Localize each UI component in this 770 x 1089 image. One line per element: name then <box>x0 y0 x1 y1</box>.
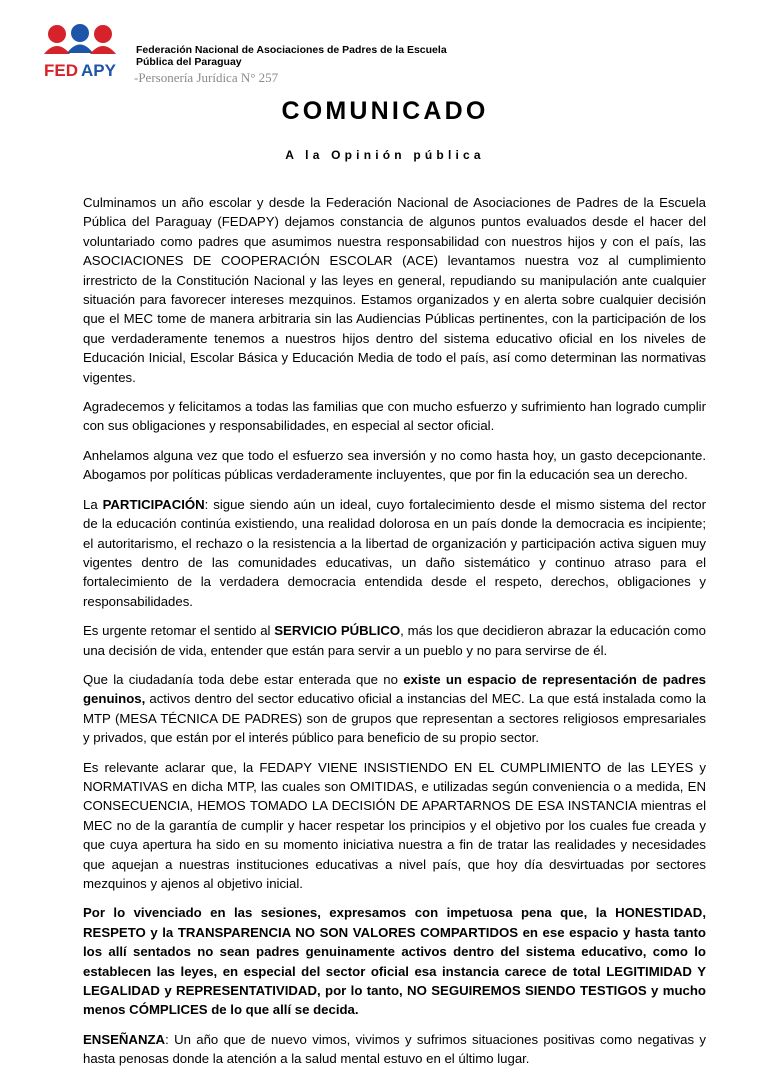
bold-text: ENSEÑANZA <box>83 1031 166 1047</box>
text: Agradecemos y felicitamos a todas las familias que con mucho esfuerzo y sufrimiento han logrado cumplir con sus obligaciones y responsabilidades, en especial al sector oficial. <box>83 399 706 434</box>
text: activos dentro del sector educativo oficial a instancias del MEC. La que está instalada como la MTP (MESA TÉCNICA DE PADRES) son de grupos que representan a sectores religiosos empresariales y privados, que están por el interés público para beneficio de su propio sector. <box>83 691 706 746</box>
paragraph-9 <box>83 1030 706 1069</box>
paragraph-6 <box>83 670 706 748</box>
text: La <box>83 496 103 512</box>
letterhead <box>40 22 447 92</box>
paragraph-2 <box>83 397 706 436</box>
svg-text:FED: FED <box>44 61 78 80</box>
document-title: COMUNICADO <box>281 97 489 125</box>
text: Es urgente retomar el sentido al <box>83 623 275 639</box>
bold-text: SERVICIO PÚBLICO <box>274 623 401 639</box>
svg-text:APY: APY <box>81 61 116 80</box>
org-name-line-2: Pública del Paraguay <box>136 56 242 68</box>
text: Es relevante aclarar que, la FEDAPY VIENE INSISTIENDO EN EL CUMPLIMIENTO de las LEYES y NORMATIVAS en dicha MTP, las cuales son OMITIDAS, e utilizadas según conveniencia o a medida, EN CONSECUENCIA, HEMOS TOMADO LA DECISIÓN DE APARTARNOS DE ESA INSTANCIA mientras el MEC no de la garantía de cumplir y hacer respetar los principios y el objetivo por los cuales fue creada y que cuya apertura ha sido en su momento iniciativa nuestra a fin de tratar las realidades y necesidades que aquejan a nuestras instituciones educativas a nivel país, que hoy día desvirtuadas por sectores mezquinos y ajenos al objetivo inicial. <box>83 759 706 891</box>
paragraph-5 <box>83 621 706 660</box>
paragraph-4 <box>83 495 706 611</box>
paragraph-8 <box>83 903 706 1019</box>
text: Que la ciudadanía toda debe estar enterada que no <box>83 671 404 687</box>
paragraph-1 <box>83 193 706 387</box>
text: , más los que decidieron abrazar la educación como una decisión de vida, entender que están para servir a un pueblo y no para servirse de él. <box>83 623 707 658</box>
org-name-line-1: Federación Nacional de Asociaciones de Padres de la Escuela <box>136 44 447 56</box>
bold-text: existe un espacio de representación de padres genuinos, <box>83 671 707 707</box>
paragraph-3 <box>83 446 706 485</box>
text: : Un año que de nuevo vimos, vivimos y sufrimos situaciones positivas como negativas y hasta penosas donde la atención a la salud mental estuvo en el último lugar. <box>83 1031 706 1067</box>
legal-registration: -Personería Jurídica N° 257 <box>134 70 279 85</box>
text: Anhelamos alguna vez que todo el esfuerzo sea inversión y no como hasta hoy, un gasto decepcionante. Abogamos por políticas públicas verdaderamente incluyentes, que por fin la educación sea un derecho. <box>83 447 706 483</box>
document-subtitle: A la Opinión pública <box>285 148 485 162</box>
fedapy-logo <box>40 22 128 84</box>
document-body <box>83 193 706 1079</box>
bold-text: Por lo vivenciado en las sesiones, expresamos con impetuosa pena que, la HONESTIDAD, RESPETO y la TRANSPARENCIA NO SON VALORES COMPARTIDOS en ese espacio y hasta tanto los allí sentados no sean padres genuinamente activos dentro del sistema educativo, como lo establecen las leyes, en especial del sector oficial esa instancia carece de total LEGITIMIDAD Y LEGALIDAD y REPRESENTATIVIDAD, por lo tanto, NO SEGUIREMOS SIENDO TESTIGOS y mucho menos CÓMPLICES de lo que allí se decida. <box>83 905 706 1018</box>
text: : sigue siendo aún un ideal, cuyo fortalecimiento desde el mismo sistema del rector de la educación continúa existiendo, una realidad dolorosa en un país donde la democracia es incipiente; el autoritarismo, el rechazo o la resistencia a la libertad de organización y participación activa siguen muy vigentes dentro de las comunidades educativas, un daño sistemático y continuo atraso para el fortalecimiento de la verdadera democracia entendida desde el respeto, derechos, obligaciones y responsabilidades. <box>83 496 706 609</box>
paragraph-7 <box>83 758 706 894</box>
text: Culminamos un año escolar y desde la Federación Nacional de Asociaciones de Padres de la Escuela Pública del Paraguay (FEDAPY) dejamos constancia de algunos puntos evaluados desde el hacer del voluntariado como padres que asumimos nuestra responsabilidad con nuestros hijos y con el país, las ASOCIACIONES DE COOPERACIÓN ESCOLAR (ACE) levantamos nuestra voz al cumplimiento irrestricto de la Constitución Nacional y las leyes en general, repudiando su manipulación ante cualquier situación para favorecer intereses mezquinos. Estamos organizados y en alerta sobre cualquier decisión que el MEC tome de manera arbitraria sin las Audiencias Públicas pertinentes, con la participación de los que verdaderamente tenemos a nuestros hijos dentro del sistema educativo oficial en los niveles de Educación Inicial, Escolar Básica y Educación Media de todo el país, así como determinan las normativas vigentes. <box>83 195 706 385</box>
bold-text: PARTICIPACIÓN <box>102 496 205 512</box>
organization-name <box>136 44 447 68</box>
